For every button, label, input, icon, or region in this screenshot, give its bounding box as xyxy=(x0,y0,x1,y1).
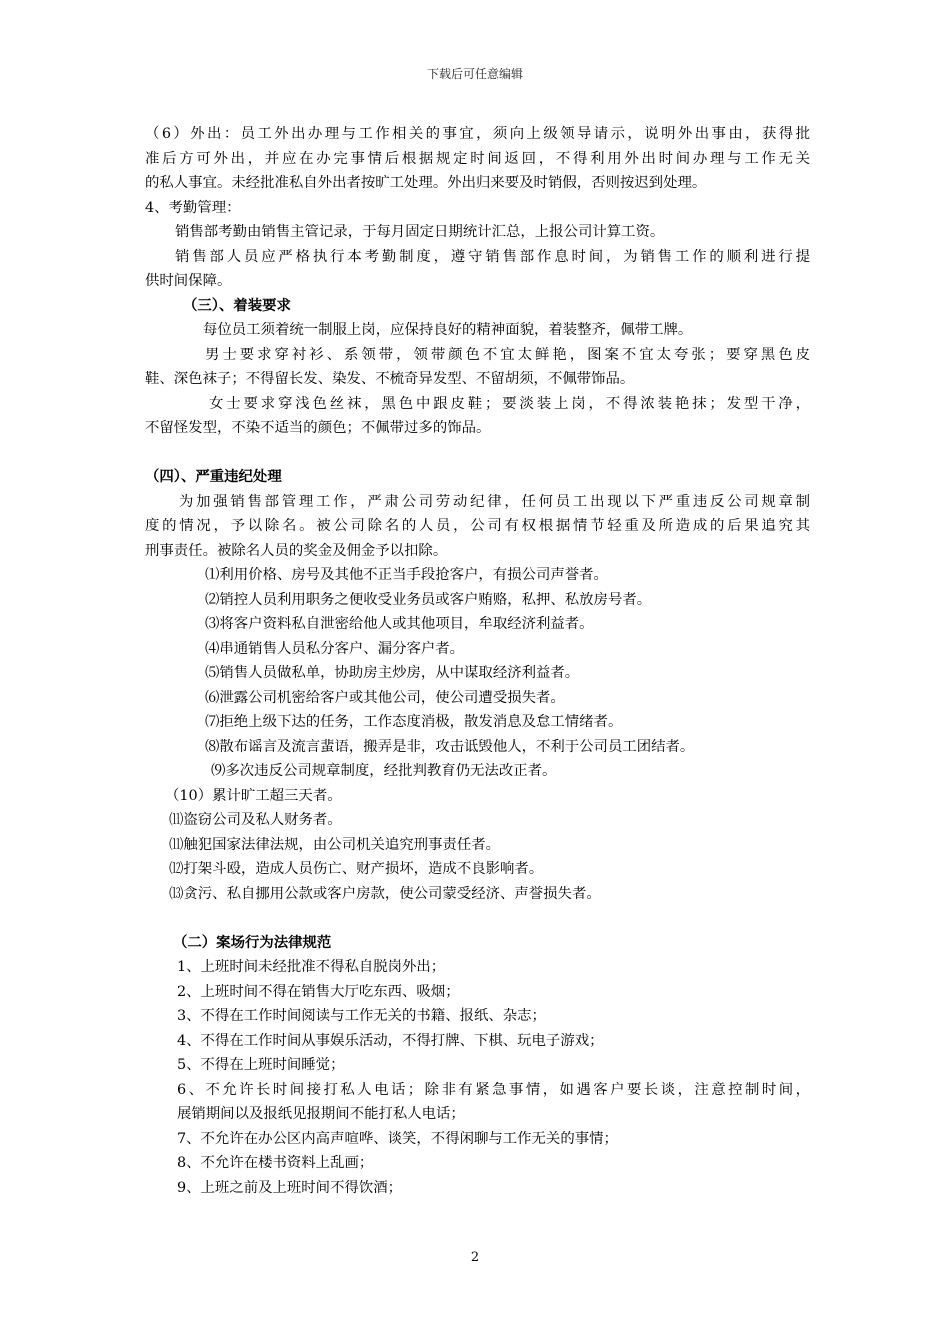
list-item: ⑸销售人员做私单，协助房主炒房，从中谋取经济利益者。 xyxy=(205,665,580,681)
list-item: ⑾触犯国家法律法规，由公司机关追究刑事责任者。 xyxy=(169,836,500,853)
paragraph-line: 为加强销售部管理工作，严肃公司劳动纪律，任何员工出现以下严重违反公司规章制 xyxy=(179,493,810,510)
section-heading: （四）、严重违纪处理 xyxy=(145,468,282,485)
list-item: ⑴利用价格、房号及其他不正当手段抢客户，有损公司声誉者。 xyxy=(205,567,608,583)
paragraph-line: 度的情况，予以除名。被公司除名的人员，公司有权根据情节轻重及所造成的后果追究其 xyxy=(145,518,810,534)
list-item: 3、不得在工作时间阅读与工作无关的书籍、报纸、杂志； xyxy=(177,1008,546,1024)
paragraph-line: 每位员工须着统一制服上岗，应保持良好的精神面貌，着装整齐，佩带工牌。 xyxy=(203,322,693,338)
list-item: ⑹泄露公司机密给客户或其他公司，使公司遭受损失者。 xyxy=(205,689,565,706)
list-item: 7、不允许在办公区内高声喧哗、谈笑，不得闲聊与工作无关的事情； xyxy=(177,1130,618,1147)
paragraph-line: 准后方可外出，并应在办完事情后根据规定时间返回，不得利用外出时间办理与工作无关 xyxy=(145,150,810,167)
list-item: ⑼多次违反公司规章制度，经批判教育仍无法改正者。 xyxy=(211,763,557,779)
list-item: 8、不允许在楼书资料上乱画； xyxy=(177,1155,374,1171)
blank-line xyxy=(145,441,810,466)
list-item: ⑷串通销售人员私分客户、漏分客户者。 xyxy=(205,640,465,657)
paragraph-line: 销售部人员应严格执行本考勤制度，遵守销售部作息时间，为销售工作的顺利进行提 xyxy=(175,248,810,265)
list-item: 展销期间以及报纸见报期间不能打私人电话； xyxy=(177,1106,465,1122)
list-item: ⑻散布谣言及流言蜚语，搬弄是非，攻击诋毁他人，不利于公司员工团结者。 xyxy=(205,738,695,755)
list-item: 4、不得在工作时间从事娱乐活动，不得打牌、下棋、玩电子游戏； xyxy=(177,1032,604,1049)
list-item: 2、上班时间不得在销售大厅吃东西、吸烟； xyxy=(177,983,460,1000)
paragraph-line: 的私人事宜。未经批准私自外出者按旷工处理。外出归来要及时销假，否则按迟到处理。 xyxy=(145,175,707,191)
list-item: 6、不允许长时间接打私人电话；除非有紧急事情，如遇客户要长谈，注意控制时间， xyxy=(177,1081,810,1098)
page-header: 下载后可任意编辑 xyxy=(426,67,523,81)
document-body xyxy=(145,122,810,1200)
page-number: 2 xyxy=(470,1250,480,1265)
paragraph-line: 男士要求穿衬衫、系领带，领带颜色不宜太鲜艳，图案不宜太夸张；要穿黑色皮 xyxy=(205,346,810,363)
paragraph-line: 女士要求穿浅色丝袜，黑色中跟皮鞋；要淡装上岗，不得浓装艳抹；发型干净， xyxy=(209,395,810,412)
section-heading: （二）案场行为法律规范 xyxy=(173,933,332,951)
paragraph-line: 供时间保障。 xyxy=(145,273,232,289)
paragraph-line: 鞋、深色袜子；不得留长发、染发、不梳奇异发型、不留胡须，不佩带饰品。 xyxy=(145,371,635,387)
list-item: ⑾盗窃公司及私人财务者。 xyxy=(169,812,342,828)
list-item: ⒀贪污、私自挪用公款或客户房款，使公司蒙受经济、声誉损失者。 xyxy=(169,885,601,902)
list-item: （10）累计旷工超三天者。 xyxy=(165,787,342,804)
list-item: ⑺拒绝上级下达的任务，工作态度消极，散发消息及怠工情绪者。 xyxy=(205,714,623,730)
list-item: ⑿打架斗殴，造成人员伤亡、财产损坏，造成不良影响者。 xyxy=(169,861,544,877)
paragraph-line: 刑事责任。被除名人员的奖金及佣金予以扣除。 xyxy=(145,542,448,559)
list-item: ⑵销控人员利用职务之便收受业务员或客户贿赂，私押、私放房号者。 xyxy=(205,591,652,608)
list-item: 5、不得在上班时间睡觉； xyxy=(177,1057,345,1073)
paragraph-line: （6）外出：员工外出办理与工作相关的事宜，须向上级领导请示，说明外出事由，获得批 xyxy=(145,126,810,142)
list-item: ⑶将客户资料私自泄密给他人或其他项目，牟取经济利益者。 xyxy=(205,616,594,632)
list-item: 9、上班之前及上班时间不得饮酒； xyxy=(177,1179,403,1196)
paragraph-line: 不留怪发型，不染不适当的颜色；不佩带过多的饰品。 xyxy=(145,420,491,436)
paragraph-line: 销售部考勤由销售主管记录，于每月固定日期统计汇总，上报公司计算工资。 xyxy=(175,224,665,240)
section-heading: （三）、着装要求 xyxy=(183,296,291,314)
section-heading: 4、考勤管理： xyxy=(145,199,241,216)
blank-line xyxy=(145,906,810,931)
list-item: 1、上班时间未经批准不得私自脱岗外出； xyxy=(177,959,446,975)
